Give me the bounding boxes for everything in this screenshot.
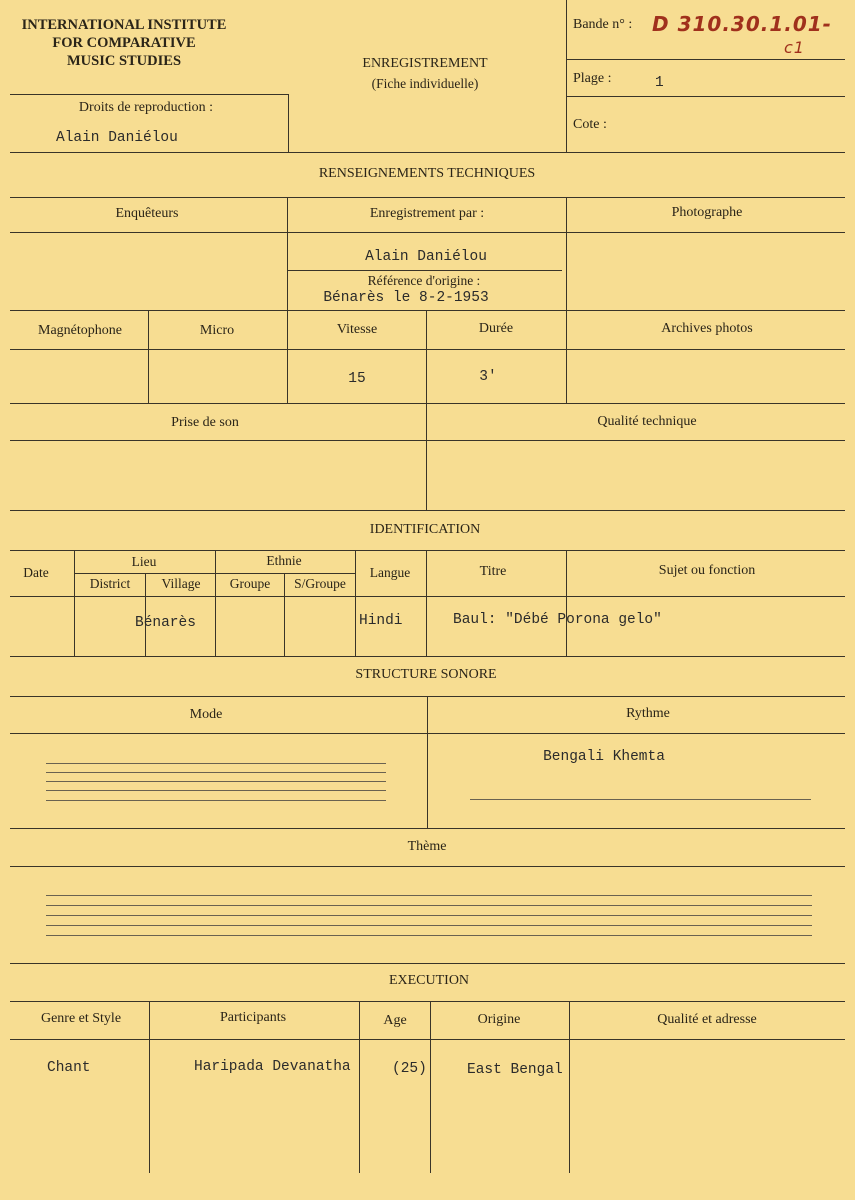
sound-capture-label: Prise de son	[171, 415, 239, 430]
participant-value: Haripada Devanatha	[194, 1059, 351, 1075]
age-label: Age	[383, 1013, 407, 1028]
genre-style-label: Genre et Style	[40, 1011, 122, 1026]
theme-label: Thème	[407, 839, 447, 854]
ethnic-group-label: Ethnie	[266, 553, 302, 568]
rights-label: Droits de reproduction :	[78, 100, 214, 115]
district-label: District	[89, 576, 131, 591]
participants-label: Participants	[219, 1010, 287, 1025]
card-title: ENREGISTREMENT	[362, 56, 488, 71]
technical-quality-label: Qualité technique	[597, 414, 697, 429]
title-label: Titre	[479, 564, 507, 579]
shelfmark-label: Cote :	[573, 117, 607, 132]
genre-style-value: Chant	[47, 1060, 91, 1076]
institute-name	[10, 16, 238, 70]
institute-line-1: INTERNATIONAL INSTITUTE	[21, 17, 227, 33]
rights-value: Alain Daniélou	[56, 130, 178, 146]
tape-number-suffix: c1	[784, 38, 805, 57]
origin-value: East Bengal	[467, 1062, 563, 1078]
track-value: 1	[655, 75, 664, 91]
tape-number-value: D 310.30.1.01-	[652, 12, 832, 36]
photo-archives-label: Archives photos	[661, 321, 753, 336]
group-label: Groupe	[229, 576, 271, 591]
identification-section-title: IDENTIFICATION	[369, 522, 481, 537]
age-value: (25)	[392, 1061, 427, 1077]
tape-number-label: Bande n° :	[573, 17, 633, 32]
card-subtitle: (Fiche individuelle)	[371, 76, 479, 91]
language-value: Hindi	[359, 613, 403, 629]
place-value: Bénarès	[135, 615, 196, 631]
photographer-label: Photographe	[671, 205, 743, 220]
subject-function-label: Sujet ou fonction	[658, 563, 756, 578]
speed-label: Vitesse	[336, 322, 378, 337]
rhythm-label: Rythme	[626, 706, 670, 721]
rhythm-value: Bengali Khemta	[543, 749, 665, 765]
duration-label: Durée	[478, 321, 514, 336]
technical-section-title: RENSEIGNEMENTS TECHNIQUES	[318, 166, 536, 181]
language-label: Langue	[369, 565, 411, 580]
quality-address-label: Qualité et adresse	[657, 1012, 757, 1027]
village-label: Village	[161, 576, 201, 591]
execution-section-title: EXECUTION	[388, 973, 470, 988]
origin-label: Origine	[477, 1012, 521, 1027]
place-label: Lieu	[131, 554, 157, 569]
institute-line-2: FOR COMPARATIVE	[52, 35, 196, 51]
title-value: Baul: "Débé Porona gelo"	[453, 612, 662, 628]
sound-structure-section-title: STRUCTURE SONORE	[355, 667, 497, 682]
investigators-label: Enquêteurs	[115, 206, 179, 221]
origin-reference-label: Référence d'origine :	[367, 273, 481, 288]
recorded-by-label: Enregistrement par :	[369, 206, 485, 221]
microphone-label: Micro	[199, 323, 235, 338]
speed-value: 15	[348, 371, 366, 387]
mode-label: Mode	[189, 707, 223, 722]
institute-line-3: MUSIC STUDIES	[66, 53, 182, 69]
track-label: Plage :	[573, 71, 612, 86]
subgroup-label: S/Groupe	[294, 576, 346, 591]
duration-value: 3'	[479, 369, 497, 385]
date-label: Date	[23, 565, 49, 580]
recorded-by-value: Alain Daniélou	[365, 249, 487, 265]
tape-recorder-label: Magnétophone	[38, 323, 122, 338]
origin-reference-value: Bénarès le 8-2-1953	[323, 290, 489, 306]
